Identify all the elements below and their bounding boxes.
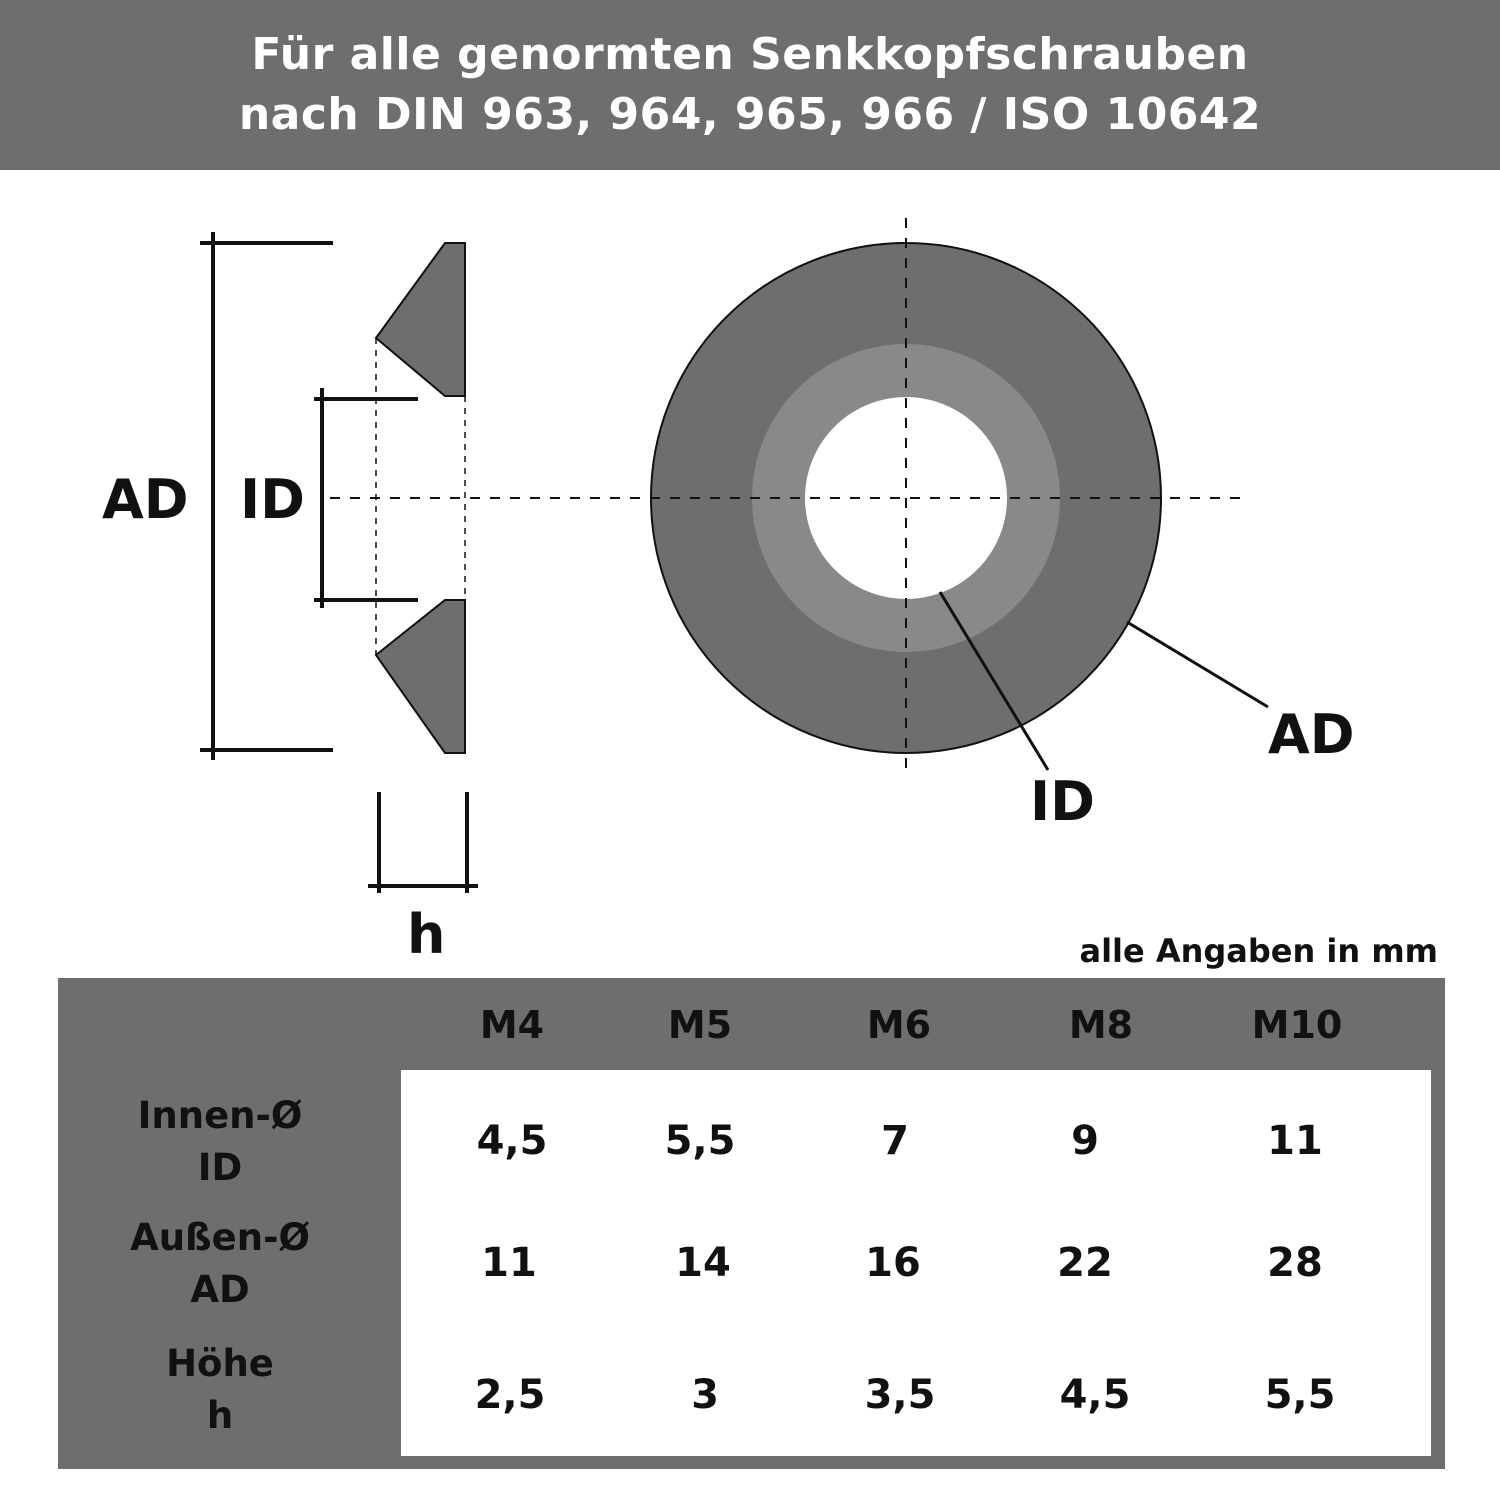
id-front-label: ID (1030, 770, 1095, 833)
table-cell: 11 (481, 1240, 537, 1286)
table-cell: 11 (1267, 1118, 1323, 1164)
column-header-m10: M10 (1251, 1003, 1343, 1047)
column-header-m8: M8 (1068, 1003, 1134, 1047)
header-line-2: nach DIN 963, 964, 965, 966 / ISO 10642 (238, 89, 1262, 140)
id-side-label: ID (240, 468, 305, 531)
header-line-1: Für alle genormten Senkkopfschrauben (251, 29, 1249, 80)
table-cell: 7 (881, 1118, 909, 1164)
column-header-m5: M5 (667, 1003, 733, 1047)
table-cell: 3 (691, 1372, 719, 1418)
washer-diagram (0, 170, 1500, 970)
row-header-inner-diameter: Innen-Ø ID (137, 1094, 303, 1189)
table-cell: 2,5 (474, 1372, 546, 1418)
table-cell: 3,5 (864, 1372, 936, 1418)
column-header-m4: M4 (479, 1003, 545, 1047)
ad-front-label: AD (1268, 703, 1355, 766)
units-note: alle Angaben in mm (1079, 932, 1438, 970)
ad-side-label: AD (102, 468, 189, 531)
table-cell: 16 (865, 1240, 921, 1286)
side-profile-top (376, 243, 465, 396)
id-dimension-bracket (314, 388, 418, 608)
h-label: h (407, 903, 446, 966)
side-profile-bottom (376, 600, 465, 753)
table-cell: 28 (1267, 1240, 1323, 1286)
table-cell: 9 (1071, 1118, 1099, 1164)
table-cell: 14 (675, 1240, 731, 1286)
table-cell: 5,5 (1264, 1372, 1336, 1418)
row-header-outer-diameter: Außen-Ø AD (130, 1216, 310, 1311)
table-cell: 4,5 (476, 1118, 548, 1164)
table-cell: 5,5 (664, 1118, 736, 1164)
table-cell: 4,5 (1059, 1372, 1131, 1418)
column-header-m6: M6 (866, 1003, 932, 1047)
header-banner (0, 0, 1500, 170)
row-header-height: Höhe h (166, 1342, 274, 1437)
table-cell: 22 (1057, 1240, 1113, 1286)
h-dimension-bracket (368, 792, 478, 893)
